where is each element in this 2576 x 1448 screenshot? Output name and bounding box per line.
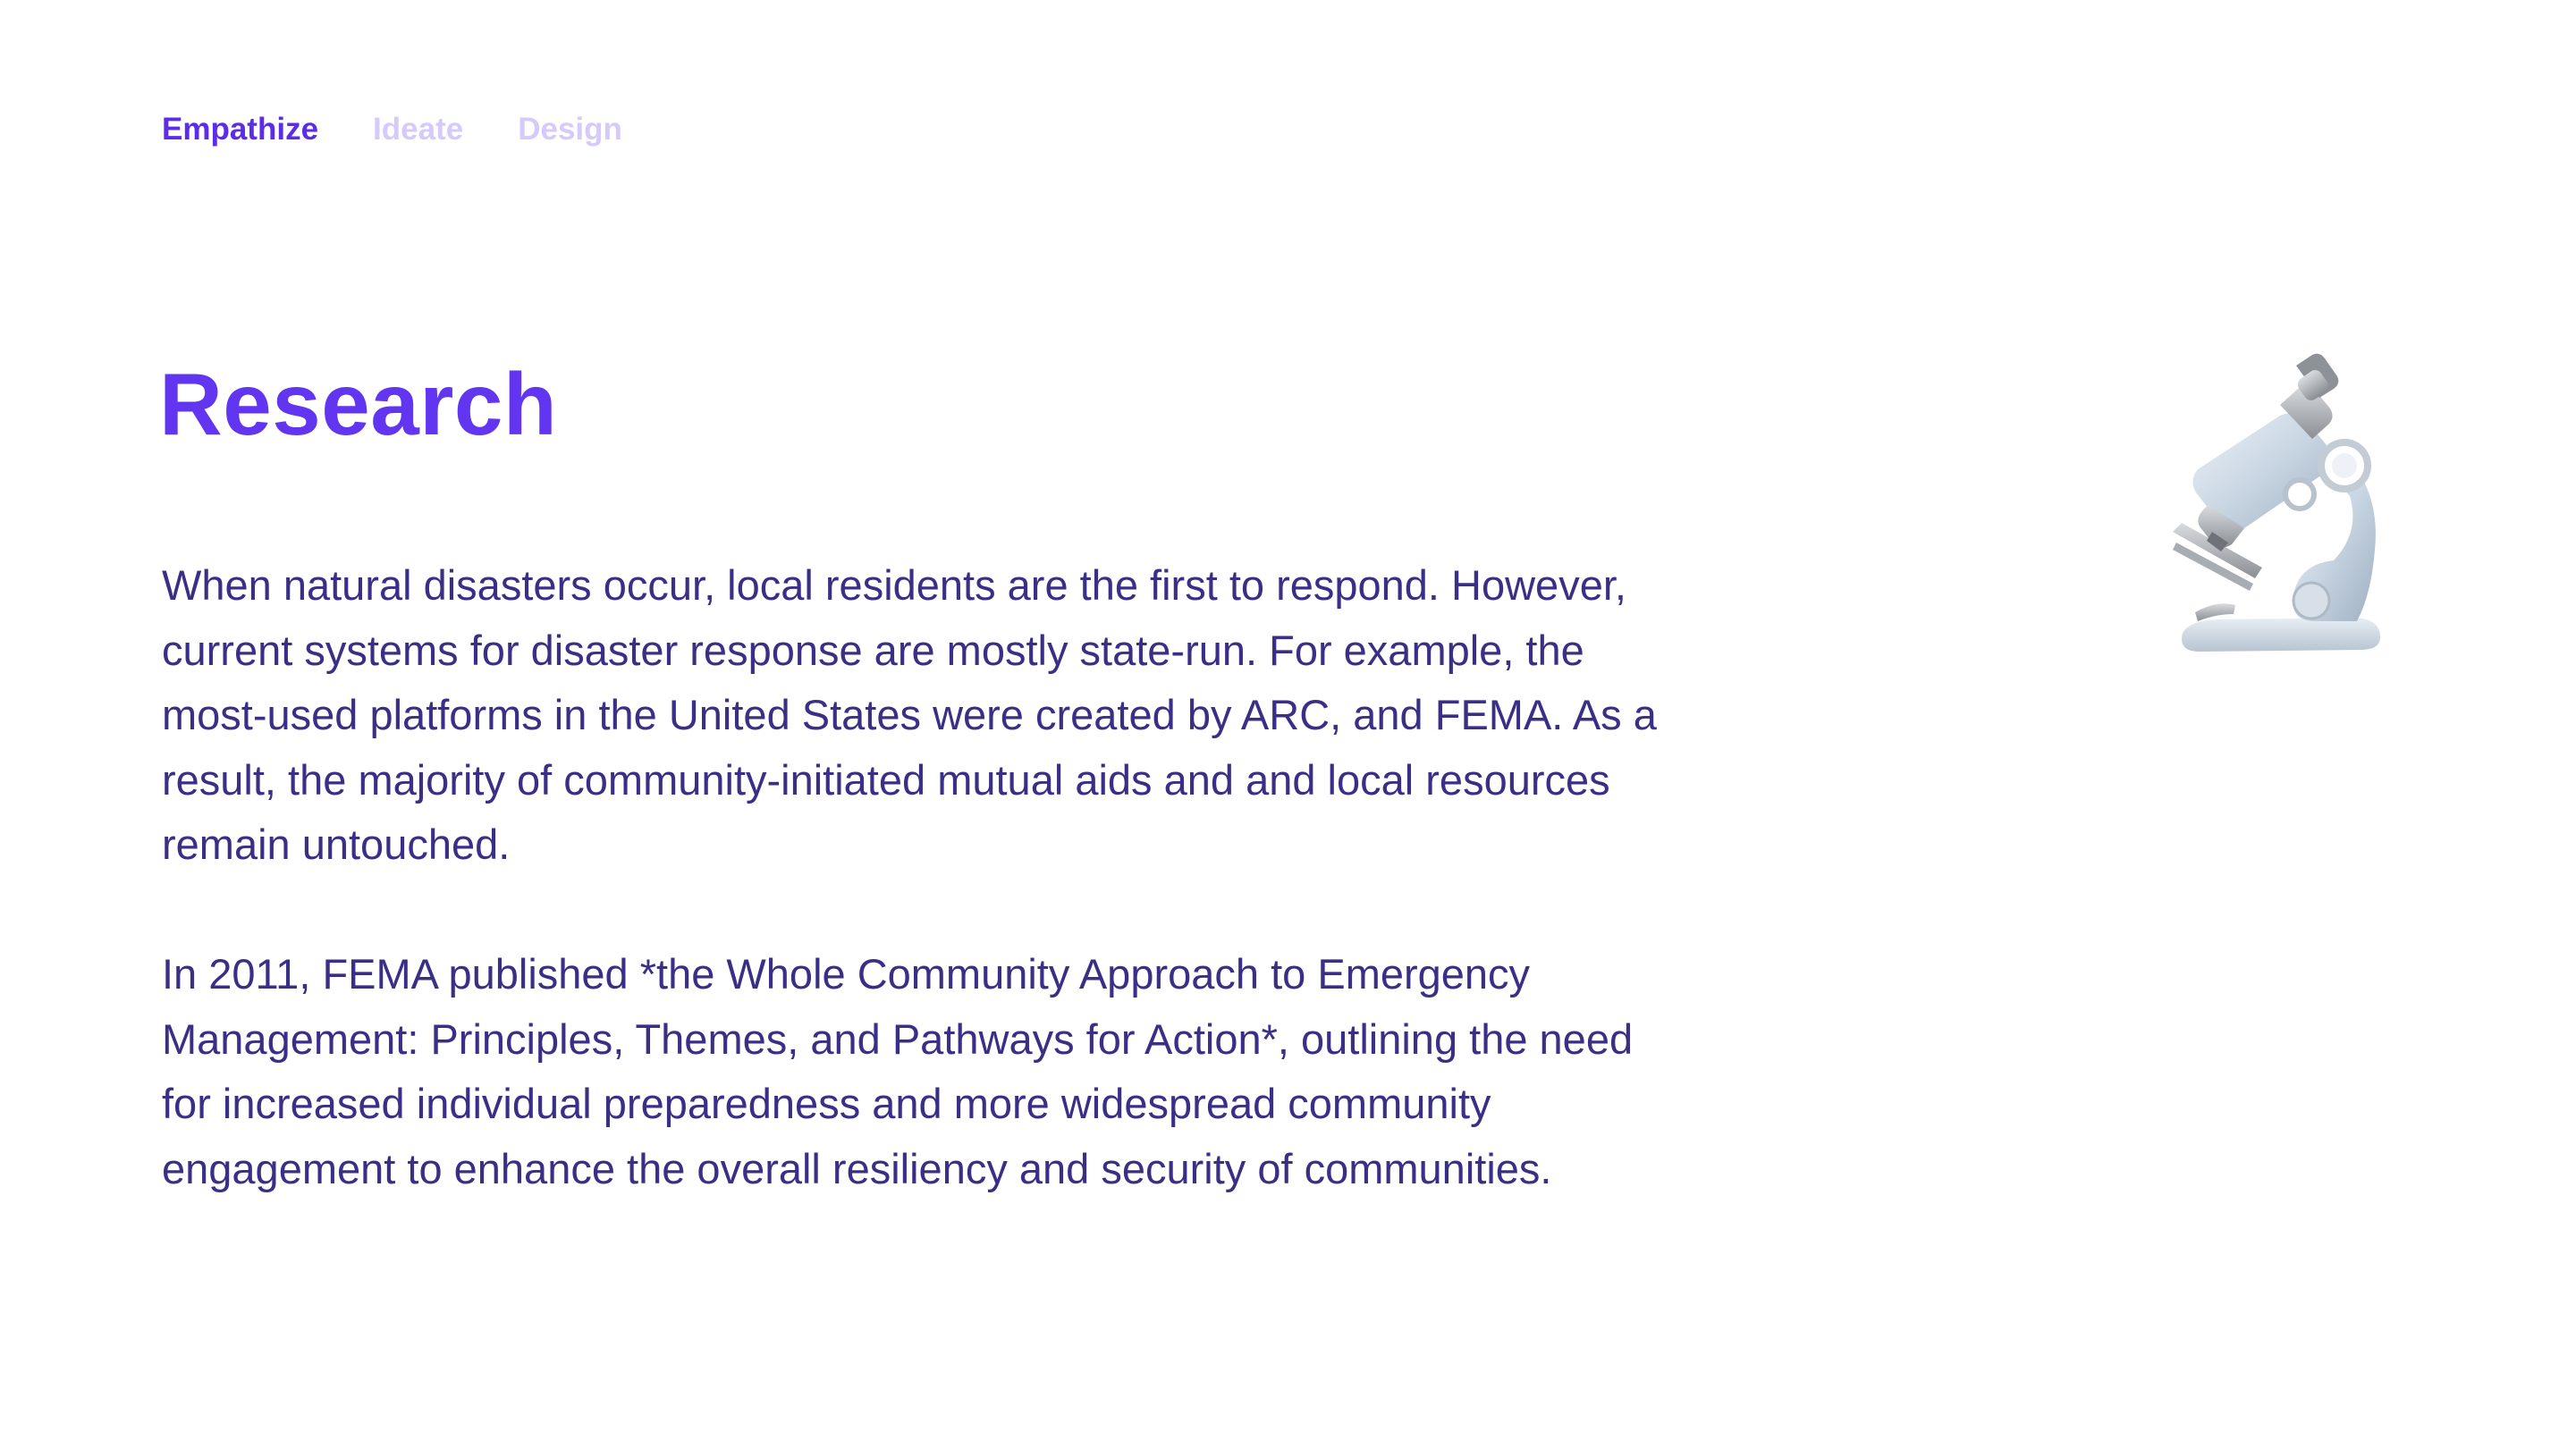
tab-ideate[interactable]: Ideate [373,112,464,147]
page-title: Research [159,355,558,453]
microscope-icon [2146,353,2396,666]
process-tabs [162,110,622,149]
tab-design[interactable]: Design [518,112,622,147]
body-paragraph-2: In 2011, FEMA published *the Whole Community Approach to Emergency Management: Principles, Themes, and Pathways for Action*, outlining the need for increased individual preparedness and more widespread community engagement to enhance the overall resiliency and security of communities. [162,950,1634,1192]
tab-empathize[interactable]: Empathize [162,112,319,147]
body-paragraph-1: When natural disasters occur, local residents are the first to respond. However, current systems for disaster response are mostly state-run. For example, the most-used platforms in the United States were created by ARC, and FEMA. As a result, the majority of community-initiated mutual aids and and local resources remain untouched. [162,561,1657,868]
